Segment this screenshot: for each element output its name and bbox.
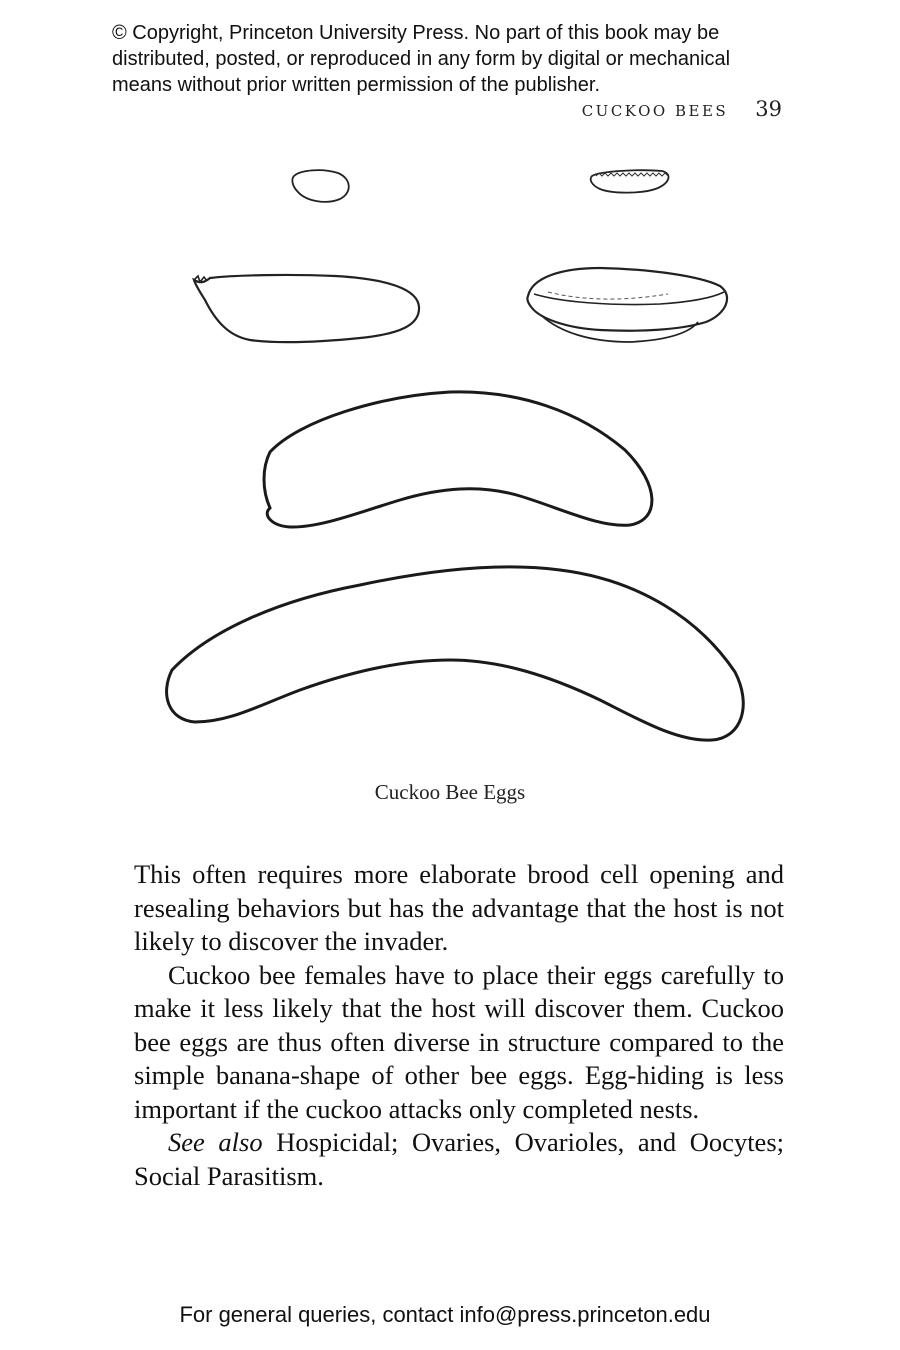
paragraph: Cuckoo bee females have to place their eggs carefully to make it less likely that the host will discover them. Cuckoo bee eggs are thus often diverse in structure compared to the simple banana-shape of other bee eggs. Egg-hiding is less important if the cuckoo attacks only completed nests. [134,959,784,1124]
running-title: CUCKOO BEES [581,102,729,120]
copyright-line: © Copyright, Princeton University Press. No part of this book may be [112,22,720,44]
page-number: 39 [755,97,782,121]
copyright-notice [112,20,802,98]
see-also-references: Hospicidal; Ovaries, Ovarioles, and Oocytes; Social Parasitism. [134,1127,784,1191]
running-head [582,97,782,121]
egg-illustration [0,150,900,770]
egg-medium-tapered [194,275,419,342]
figure-caption: Cuckoo Bee Eggs [374,780,526,804]
see-also-paragraph [134,1126,784,1193]
paragraph: This often requires more elaborate brood cell opening and resealing behaviors but has the advantage that the host is not likely to discover the invader. [134,859,784,956]
see-also-label: See also [168,1127,263,1157]
egg-fringe [596,173,668,176]
egg-inner-layer [534,292,724,305]
egg-largest-curved [167,567,744,740]
copyright-line: distributed, posted, or reproduced in any form by digital or mechanical [112,48,731,70]
footer-contact: For general queries, contact info@press.princeton.edu [179,1302,711,1327]
copyright-line: means without prior written permission of the publisher. [112,74,601,96]
body-text [134,858,784,1193]
egg-large-banana [264,392,652,527]
egg-small-oval [292,170,348,202]
egg-dashed-line [548,292,668,299]
